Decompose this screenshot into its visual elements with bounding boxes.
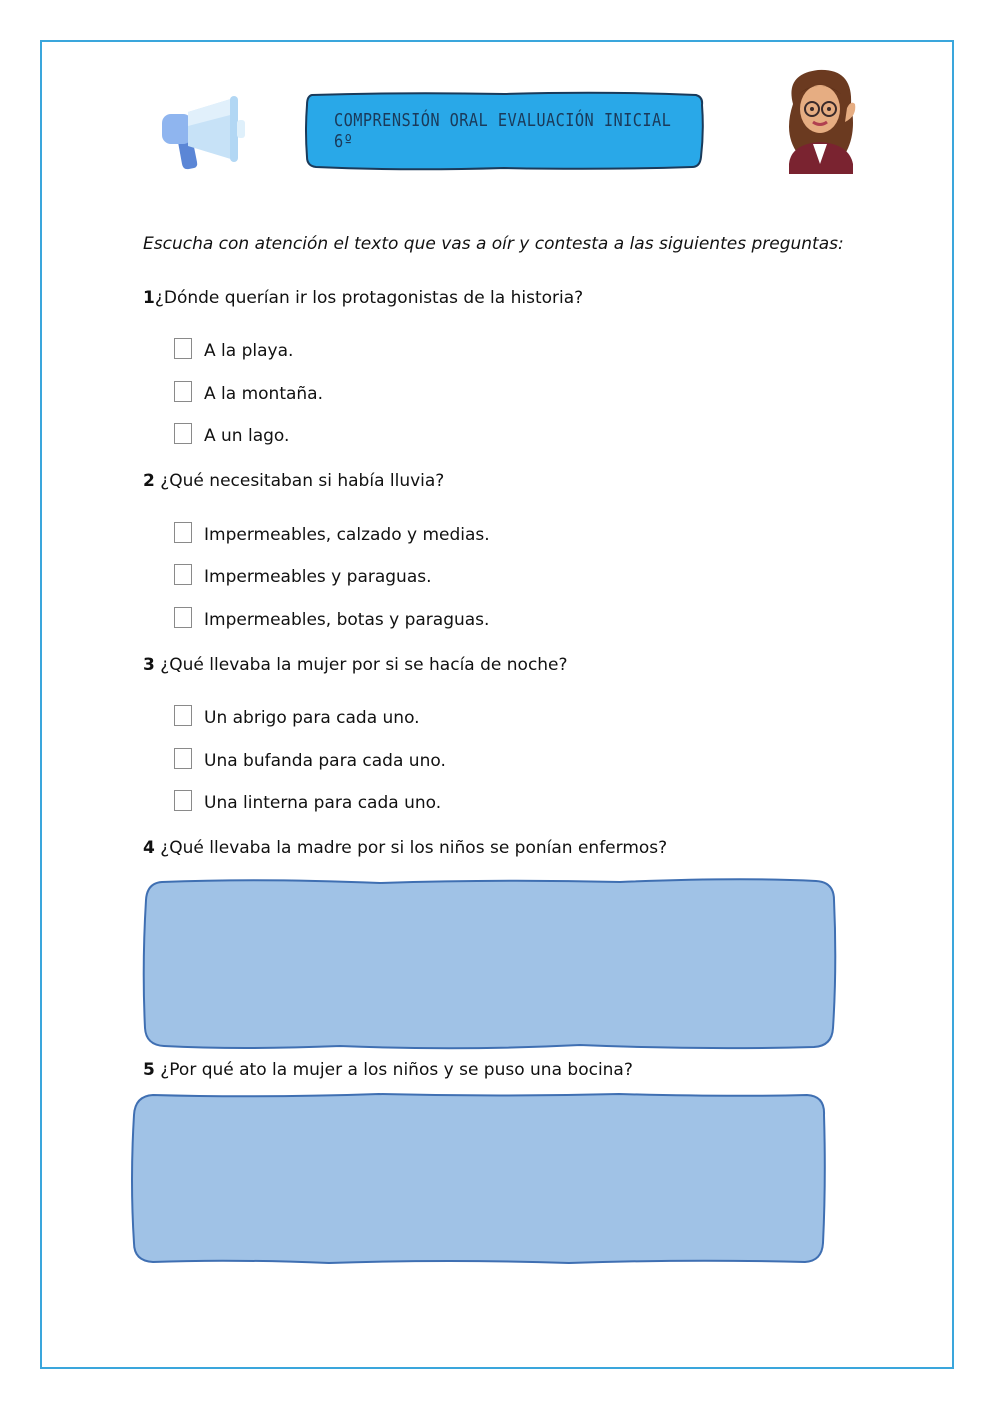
checkbox[interactable] xyxy=(174,607,192,628)
checkbox[interactable] xyxy=(174,423,192,444)
instructions-text: Escucha con atención el texto que vas a oír y contesta a las siguientes preguntas: xyxy=(143,234,844,254)
answer-box-5[interactable] xyxy=(129,1091,829,1267)
option-label: Una linterna para cada uno. xyxy=(204,793,442,813)
option-label: Una bufanda para cada uno. xyxy=(204,751,446,771)
question-text: ¿Por qué ato la mujer a los niños y se puso una bocina? xyxy=(154,1060,633,1080)
teacher-avatar-icon xyxy=(773,64,868,174)
answer-box-4[interactable] xyxy=(140,876,838,1052)
option-label: Impermeables, botas y paraguas. xyxy=(204,610,490,630)
answer-input-5[interactable] xyxy=(147,1109,811,1253)
option-label: Impermeables, calzado y medias. xyxy=(204,525,490,545)
question-text: ¿Qué llevaba la madre por si los niños se ponían enfermos? xyxy=(154,838,668,858)
checkbox[interactable] xyxy=(174,705,192,726)
checkbox[interactable] xyxy=(174,522,192,543)
answer-input-4[interactable] xyxy=(158,894,822,1038)
title-banner xyxy=(304,91,704,171)
option-label: A un lago. xyxy=(204,426,290,446)
question-text: ¿Qué llevaba la mujer por si se hacía de noche? xyxy=(154,655,568,675)
question-4 xyxy=(143,838,667,858)
question-text: ¿Qué necesitaban si había lluvia? xyxy=(154,471,445,491)
page-title: COMPRENSIÓN ORAL EVALUACIÓN INICIAL 6º xyxy=(334,110,672,152)
option-label: A la montaña. xyxy=(204,384,323,404)
question-5 xyxy=(143,1060,633,1080)
option-label: Un abrigo para cada uno. xyxy=(204,708,420,728)
question-1 xyxy=(143,288,583,308)
megaphone-icon xyxy=(158,94,246,174)
question-number: 3 xyxy=(143,655,155,675)
question-number: 1 xyxy=(143,288,155,308)
question-3 xyxy=(143,655,568,675)
option-label: A la playa. xyxy=(204,341,294,361)
question-number: 5 xyxy=(143,1060,155,1080)
option-label: Impermeables y paraguas. xyxy=(204,567,432,587)
checkbox[interactable] xyxy=(174,381,192,402)
question-number: 2 xyxy=(143,471,155,491)
checkbox[interactable] xyxy=(174,748,192,769)
checkbox[interactable] xyxy=(174,790,192,811)
question-2 xyxy=(143,471,444,491)
checkbox[interactable] xyxy=(174,338,192,359)
question-number: 4 xyxy=(143,838,155,858)
checkbox[interactable] xyxy=(174,564,192,585)
question-text: ¿Dónde querían ir los protagonistas de la historia? xyxy=(154,288,584,308)
